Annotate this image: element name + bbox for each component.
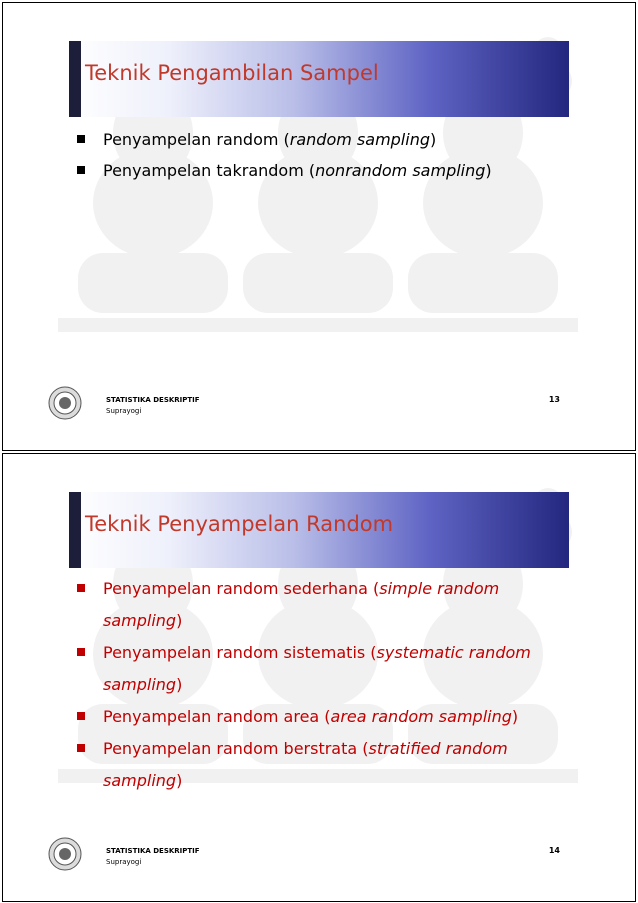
page-number: 14 bbox=[548, 846, 560, 855]
list-item: Penyampelan takrandom (nonrandom sampling) bbox=[75, 155, 535, 186]
list-item: Penyampelan random sistematis (systematic random sampling) bbox=[75, 637, 545, 701]
bullet-square-icon bbox=[77, 648, 85, 656]
footer-text bbox=[106, 395, 200, 417]
author-name: Suprayogi bbox=[106, 858, 142, 866]
page-number: 13 bbox=[548, 395, 560, 404]
bullet-square-icon bbox=[77, 744, 85, 752]
list-item: Penyampelan random berstrata (stratified random sampling) bbox=[75, 733, 545, 797]
slide-13 bbox=[2, 2, 636, 451]
slide-title: Teknik Pengambilan Sampel bbox=[85, 61, 379, 85]
bullet-list bbox=[75, 124, 535, 186]
list-item: Penyampelan random area (area random sampling) bbox=[75, 701, 545, 733]
list-item: Penyampelan random sederhana (simple random sampling) bbox=[75, 573, 545, 637]
bullet-square-icon bbox=[77, 166, 85, 174]
course-name: STATISTIKA DESKRIPTIF bbox=[106, 847, 200, 855]
bullet-square-icon bbox=[77, 712, 85, 720]
bullet-list bbox=[75, 573, 545, 797]
slide-14 bbox=[2, 453, 636, 902]
slide-title: Teknik Penyampelan Random bbox=[85, 512, 394, 536]
university-seal-icon bbox=[48, 837, 82, 871]
course-name: STATISTIKA DESKRIPTIF bbox=[106, 396, 200, 404]
bullet-square-icon bbox=[77, 584, 85, 592]
bullet-square-icon bbox=[77, 135, 85, 143]
slide-footer bbox=[48, 381, 568, 427]
university-seal-icon bbox=[48, 386, 82, 420]
slide-footer bbox=[48, 832, 568, 878]
list-item: Penyampelan random (random sampling) bbox=[75, 124, 535, 155]
author-name: Suprayogi bbox=[106, 407, 142, 415]
footer-text bbox=[106, 846, 200, 868]
